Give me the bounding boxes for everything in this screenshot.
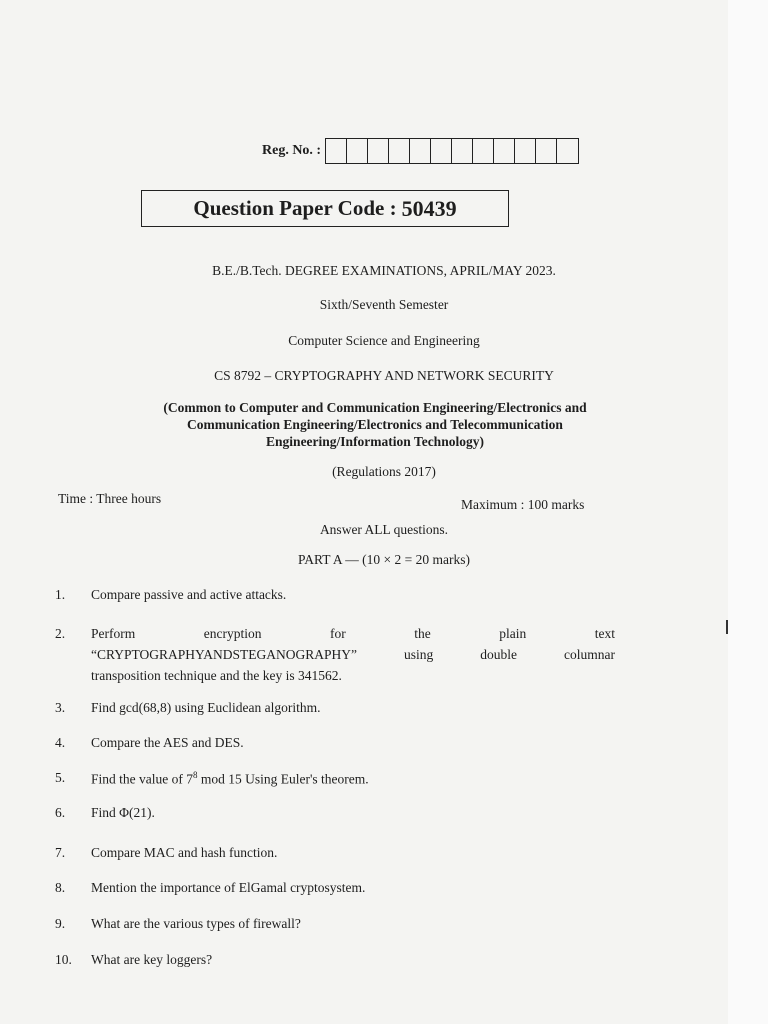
paper-code-number: 50439 bbox=[401, 195, 457, 221]
question-item bbox=[55, 587, 615, 603]
time-allowed: Time : Three hours bbox=[58, 491, 162, 506]
reg-number-digit-box bbox=[410, 139, 431, 163]
word: encryption bbox=[203, 626, 262, 641]
question-item bbox=[55, 805, 615, 821]
reg-number-digit-box bbox=[473, 139, 494, 163]
question-item bbox=[55, 770, 615, 788]
word: double bbox=[480, 647, 518, 662]
word: Perform bbox=[91, 626, 136, 641]
question-text: Find gcd(68,8) using Euclidean algorithm. bbox=[91, 700, 321, 715]
reg-number-digit-box bbox=[389, 139, 410, 163]
reg-number-boxes bbox=[325, 138, 579, 164]
reg-number-digit-box bbox=[494, 139, 515, 163]
instruction: Answer ALL questions. bbox=[319, 522, 449, 537]
question-item bbox=[55, 952, 615, 968]
regulations: (Regulations 2017) bbox=[332, 464, 436, 479]
reg-number-digit-box bbox=[557, 139, 578, 163]
question-text-line bbox=[91, 623, 615, 644]
question-item bbox=[55, 700, 615, 716]
reg-number-digit-box bbox=[347, 139, 368, 163]
question-text: What are key loggers? bbox=[91, 952, 213, 967]
question-number: 1. bbox=[55, 587, 66, 602]
question-number: 7. bbox=[55, 845, 66, 860]
question-number: 8. bbox=[55, 880, 66, 895]
question-number: 2. bbox=[55, 626, 66, 641]
reg-number-label: Reg. No. : bbox=[262, 143, 322, 158]
exponent: 8 bbox=[192, 770, 198, 780]
paper-code-label: Question Paper Code : bbox=[193, 196, 397, 220]
question-text: Compare MAC and hash function. bbox=[91, 845, 278, 860]
text-part: Find the value of 7 bbox=[91, 771, 193, 787]
course-title: CS 8792 – CRYPTOGRAPHY AND NETWORK SECURITY bbox=[214, 368, 554, 383]
question-number: 6. bbox=[55, 805, 66, 820]
reg-number-digit-box bbox=[368, 139, 389, 163]
question-item bbox=[55, 735, 615, 751]
question-text: Mention the importance of ElGamal cryptosystem. bbox=[91, 880, 366, 895]
department: Computer Science and Engineering bbox=[288, 333, 480, 348]
common-to-line: Engineering/Information Technology) bbox=[266, 434, 484, 449]
question-text: Find Φ(21). bbox=[91, 805, 155, 820]
question-text: Compare passive and active attacks. bbox=[91, 587, 287, 602]
word: “CRYPTOGRAPHYANDSTEGANOGRAPHY” bbox=[91, 647, 358, 662]
question-text: What are the various types of firewall? bbox=[91, 916, 301, 931]
question-item bbox=[55, 845, 615, 861]
reg-number-digit-box bbox=[515, 139, 536, 163]
question-number: 5. bbox=[55, 770, 66, 785]
word: text bbox=[594, 626, 615, 641]
word: for bbox=[329, 626, 346, 641]
question-text bbox=[91, 623, 615, 686]
reg-number-digit-box bbox=[536, 139, 557, 163]
reg-number-digit-box bbox=[431, 139, 452, 163]
question-number: 4. bbox=[55, 735, 66, 750]
question-text-line: transposition technique and the key is 341562. bbox=[91, 668, 342, 683]
reg-number-digit-box bbox=[326, 139, 347, 163]
word: columnar bbox=[564, 647, 615, 662]
question-number: 10. bbox=[55, 952, 72, 967]
question-text bbox=[91, 770, 615, 788]
scan-right-edge bbox=[728, 0, 768, 1024]
question-item bbox=[55, 880, 615, 896]
question-item bbox=[55, 916, 615, 932]
question-text: Compare the AES and DES. bbox=[91, 735, 244, 750]
reg-number-digit-box bbox=[452, 139, 473, 163]
reg-number-row bbox=[262, 138, 579, 164]
word: using bbox=[404, 647, 434, 662]
common-to-block bbox=[80, 399, 670, 450]
word: the bbox=[414, 626, 431, 641]
part-a-heading: PART A — (10 × 2 = 20 marks) bbox=[298, 552, 470, 567]
question-number: 9. bbox=[55, 916, 66, 931]
common-to-line: (Common to Computer and Communication Engineering/Electronics and bbox=[163, 400, 587, 415]
question-text-line bbox=[91, 644, 615, 665]
question-number: 3. bbox=[55, 700, 66, 715]
text-part: mod 15 Using Euler's theorem. bbox=[197, 771, 369, 787]
common-to-line: Communication Engineering/Electronics and Telecommunication bbox=[187, 417, 563, 432]
semester: Sixth/Seventh Semester bbox=[319, 297, 449, 312]
maximum-marks: Maximum : 100 marks bbox=[461, 497, 585, 512]
word: plain bbox=[499, 626, 527, 641]
question-paper-code-box bbox=[141, 190, 509, 227]
exam-title: B.E./B.Tech. DEGREE EXAMINATIONS, APRIL/MAY 2023. bbox=[212, 263, 556, 278]
scan-side-mark bbox=[726, 620, 728, 634]
question-item bbox=[55, 623, 615, 686]
